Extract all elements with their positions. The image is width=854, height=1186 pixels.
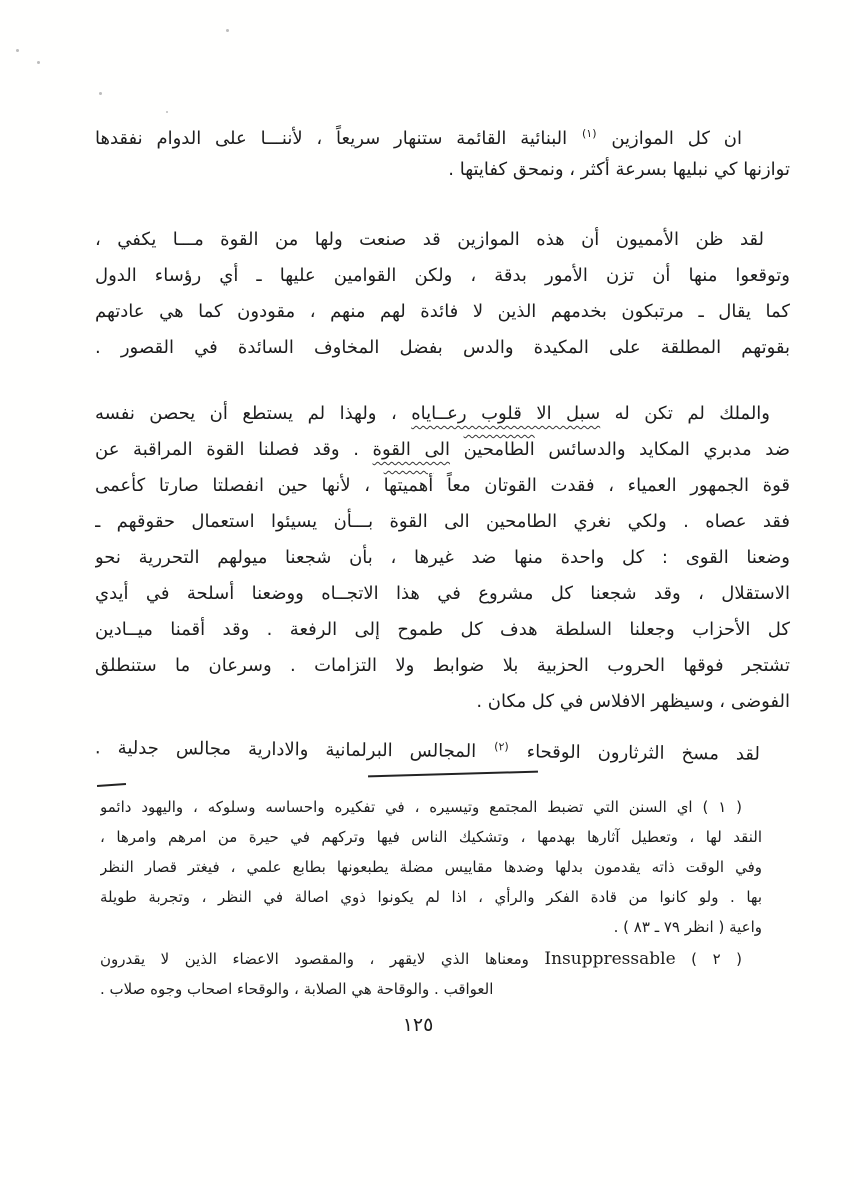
text-line: قوة الجمهور العمياء ، فقدت القوتان معاً أهميتها ، لأنها حين انفصلتا صارتا كأعمى [95, 475, 790, 496]
text-line: تشتجر فوقها الحروب الحزبية بلا ضوابط ولا التزامات . وسرعان ما ستنطلق [95, 655, 790, 676]
text-line: واعية ( انظر ٧٩ ـ ٨٣ ) . [613, 918, 762, 936]
scan-speck [37, 61, 40, 64]
body-text [95, 116, 790, 768]
footnote-separator-rule [368, 771, 538, 778]
footnote [100, 792, 762, 942]
text-line: توازنها كي نبليها بسرعة أكثر ، ونمحق كفايتها . [448, 159, 790, 180]
text-line: ( ٢ ) Insuppressable ومعناها الذي لايقهر ، والمقصود الاعضاء الذين لا يقدرون [100, 949, 743, 969]
text-line: الاستقلال ، وقد شجعنا كل مشروع في هذا الاتجــاه ووضعنا أسلحة في أيدي [95, 583, 790, 604]
text-line: النقد لها ، وتعطيل آثارها بهدمها ، وتشكيك الناس فيها وتركهم في حيرة من امرهم وامرها ، [100, 828, 762, 846]
text-line: وفي الوقت ذاته يقدمون بدلها وضدها مقاييس مضلة يطبعونها بطابع علمي ، فيغتر قصار النظر [100, 858, 762, 876]
paragraph [95, 116, 790, 188]
text-line: بقوتهم المطلقة على المكيدة والدس بفضل المخاوف السائدة في القصور . [95, 337, 790, 358]
hand-underline-mark: الى القوة [372, 439, 450, 460]
text-line: والملك لم تكن له سبل الا قلوب رعــاياه ، ولهذا لم يستطع أن يحصن نفسه [95, 403, 770, 424]
text-line: العواقب . والوقاحة هي الصلابة ، والوقحاء اصحاب وجوه صلاب . [100, 980, 494, 998]
text-line: ضد مدبري المكايد والدسائس الطامحين الى القوة . وقد فصلنا القوة المراقبة عن [95, 439, 790, 460]
footnote-ref-marker: (٢) [494, 740, 509, 754]
scan-speck [166, 111, 168, 113]
paragraph [95, 396, 790, 720]
text-line: كل الأحزاب وجعلنا السلطة هدف كل طموح إلى الرفعة . وقد أقمنا ميــادين [95, 619, 790, 640]
paragraph [95, 725, 790, 768]
text-line: ( ١ ) اي السنن التي تضبط المجتمع وتيسيره ، في تفكيره واحساسه وسلوكه ، واليهود دائمو [100, 798, 742, 816]
text-line: الفوضى ، وسيظهر الافلاس في كل مكان . [476, 691, 790, 712]
text-line: لقد ظن الأمميون أن هذه الموازين قد صنعت ولها من القوة مـــا يكفي ، [95, 229, 764, 250]
text-line: فقد عصاه . ولكي نغري الطامحين الى القوة بـــأن يسيئوا استعمال حقوقهم ـ [95, 511, 790, 532]
page-number: ١٢٥ [402, 1014, 434, 1036]
text-line: لقد مسخ الثرثارون الوقحاء $^{(٢)}$ المجالس البرلمانية والادارية مجالس جدلية . [94, 737, 761, 765]
footnote-ref-marker: (١) [582, 127, 597, 140]
footnotes-block [100, 792, 762, 1006]
paragraph [95, 222, 790, 366]
footnote [100, 944, 762, 1004]
footnote-separator-dash [97, 783, 126, 787]
text-line: ان كل الموازين $^{(١)}$ البنائية القائمة ستنهار سريعاً ، لأننـــا على الدوام نفقدها [95, 127, 742, 149]
hand-overline-mark: أهميتها [383, 475, 434, 496]
scan-speck [226, 29, 229, 32]
text-line: بها . ولو كانوا من قادة الفكر والرأي ، اذا لم يكونوا ذوي اصالة في النظر ، وتجربة طويلة [100, 888, 762, 906]
scan-speck [16, 49, 19, 52]
text-line: وتوقعوا منها أن تزن الأمور بدقة ، ولكن القوامين عليها ـ أي رؤساء الدول [95, 265, 790, 286]
text-line: وضعنا القوى : كل واحدة منها ضد غيرها ، بأن شجعنا ميولهم التحررية نحو [95, 547, 790, 568]
latin-term: Insuppressable [544, 949, 676, 969]
hand-underline-mark: سبل الا قلوب رعــاياه [411, 403, 601, 424]
hand-overline-mark: الطامحين [463, 439, 535, 460]
scan-speck [99, 92, 102, 95]
text-line: كما يقال ـ مرتبكون بخدمهم الذين لا فائدة لهم منهم ، مقودون كما هي عادتهم [95, 301, 790, 322]
